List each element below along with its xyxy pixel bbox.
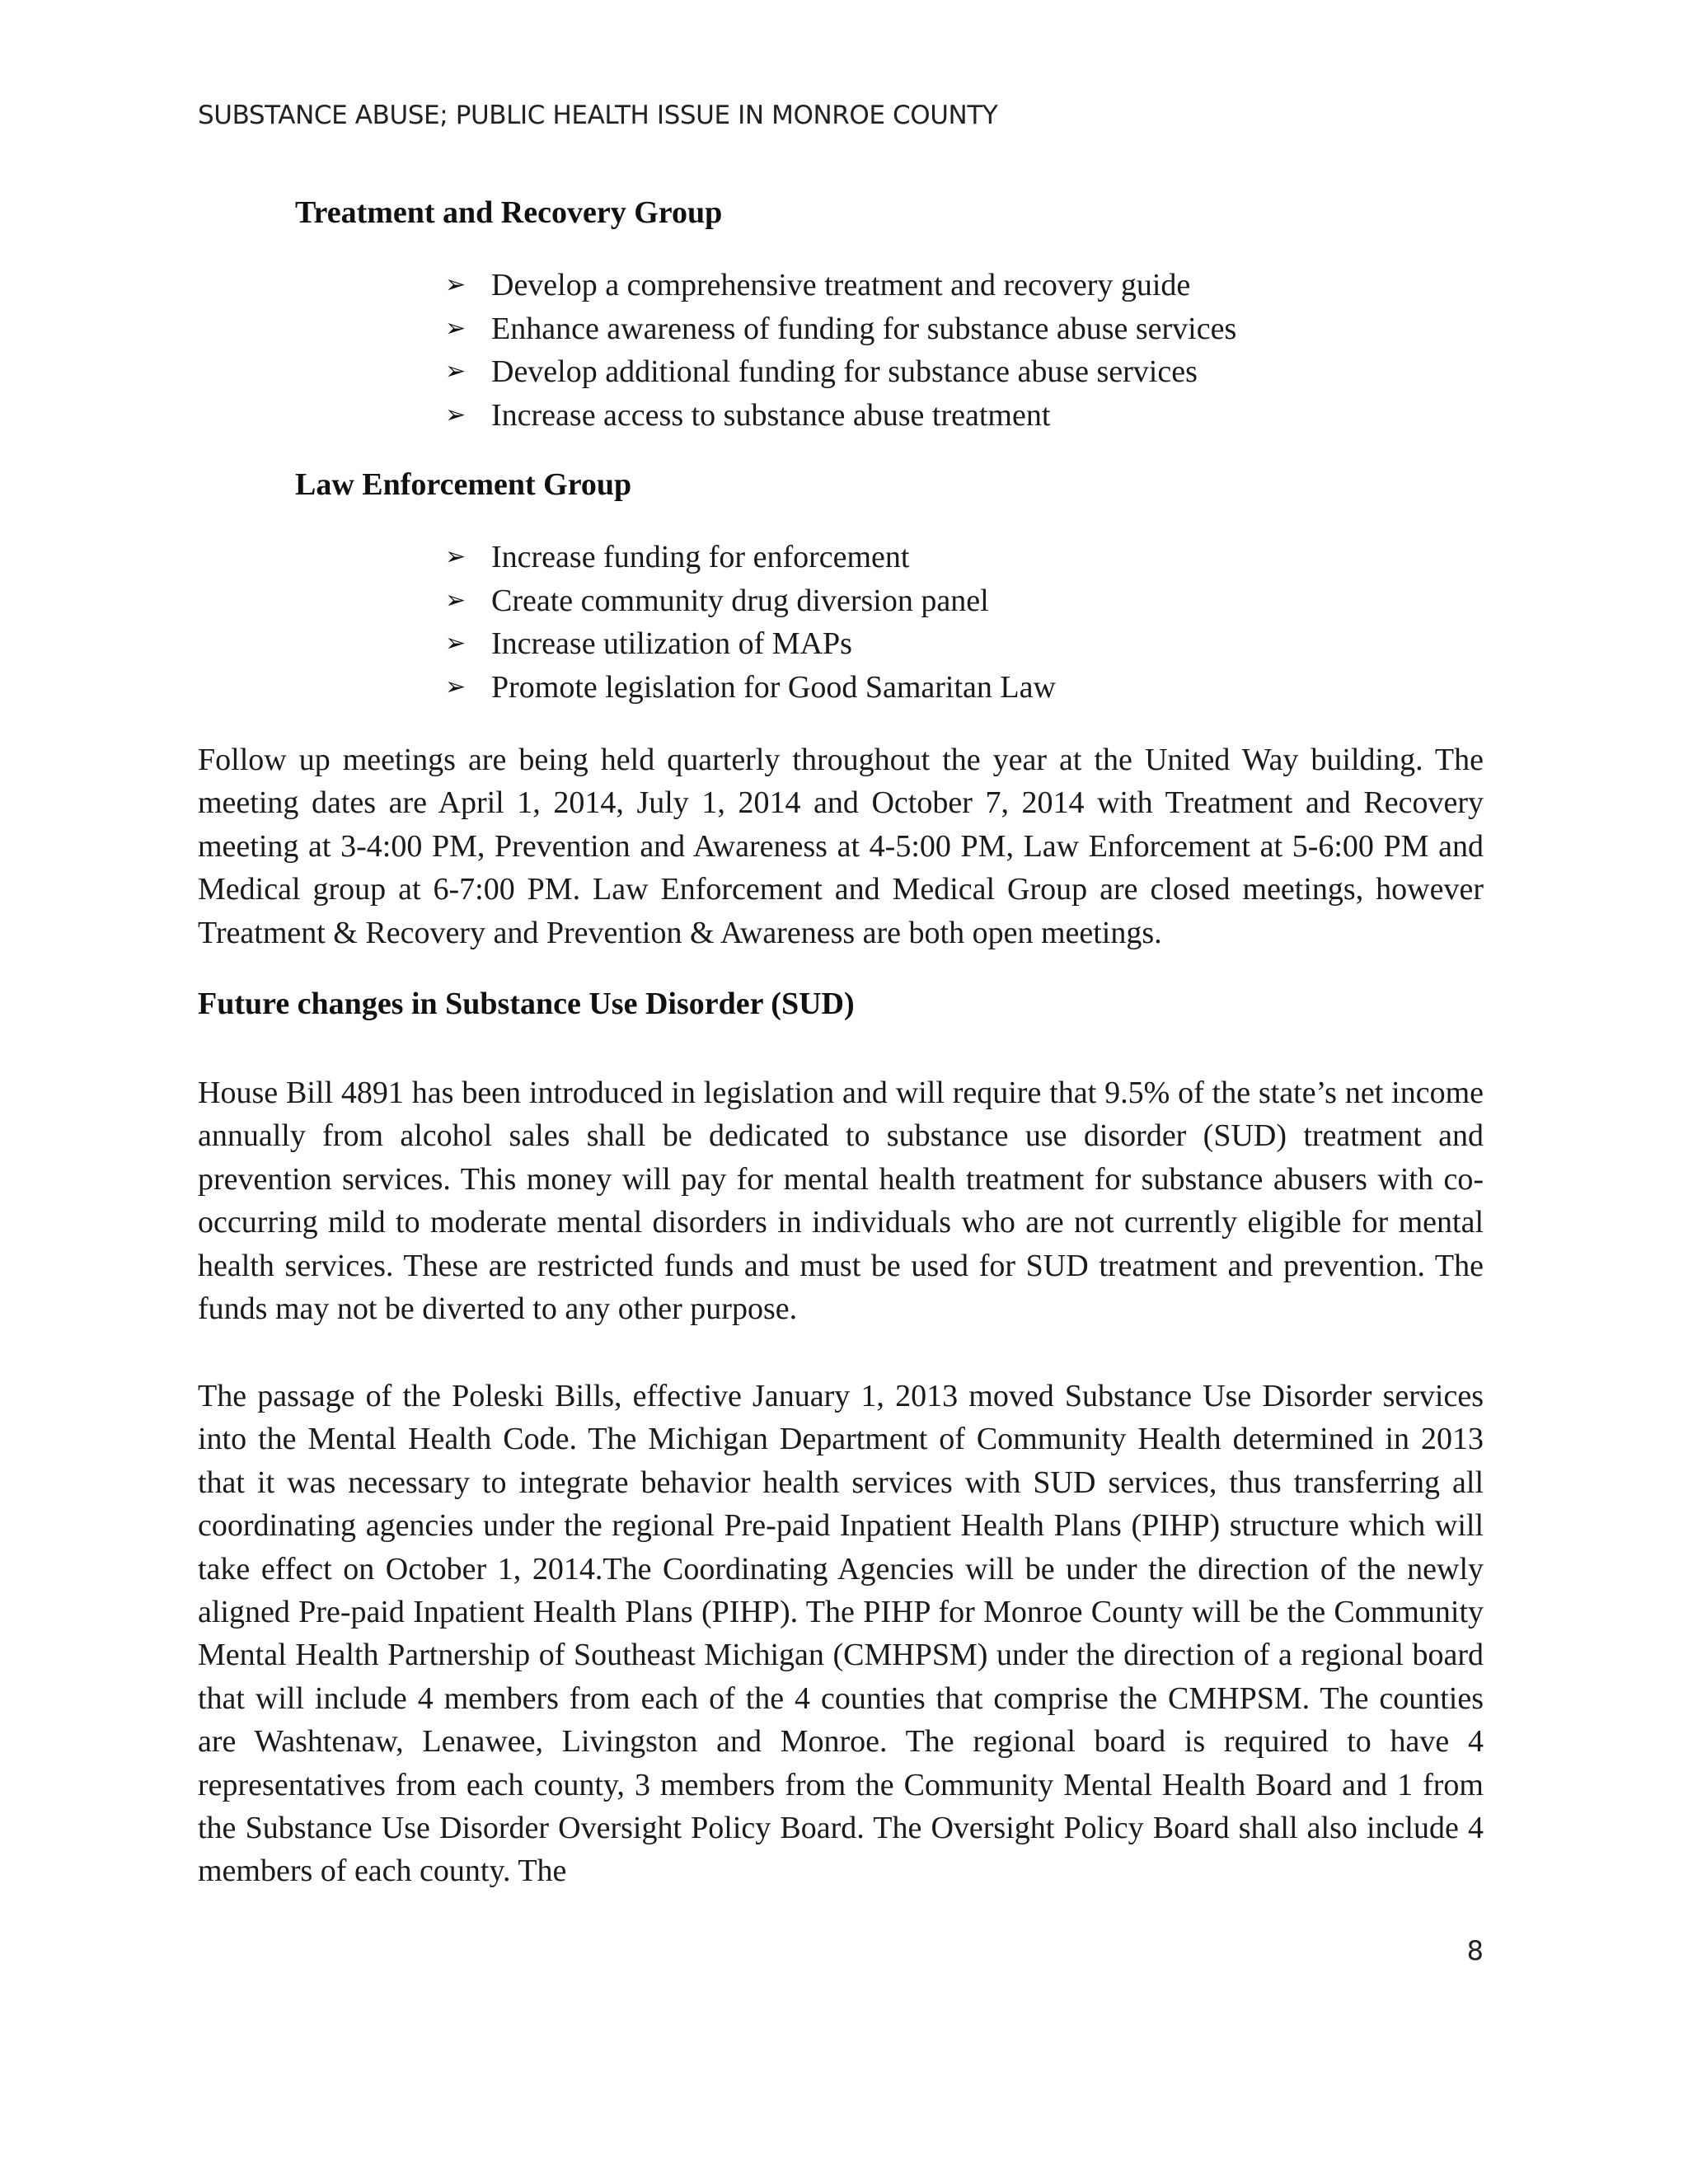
law-enforcement-bullet-list: [445, 536, 1056, 709]
bullet-text: Increase utilization of MAPs: [491, 626, 852, 661]
bullet-item: [445, 579, 1056, 623]
treatment-bullet-list: [445, 264, 1236, 437]
bullet-text: Increase funding for enforcement: [491, 540, 910, 574]
meetings-paragraph: Follow up meetings are being held quarterly throughout the year at the United Way building. The meeting dates are April 1, 2014, July 1, 2014 and October 7, 2014 with Treatment and Recovery meeting at 3-4:00 PM, Prevention and Awareness at 4-5:00 PM, Law Enforcement at 5-6:00 PM and Medical group at 6-7:00 PM. Law Enforcement and Medical Group are closed meetings, however Treatment & Recovery and Prevention & Awareness are both open meetings.: [198, 743, 1484, 950]
bullet-item: [445, 350, 1236, 394]
poleski-bills-paragraph: The passage of the Poleski Bills, effective January 1, 2013 moved Substance Use Disorder services into the Mental Health Code. The Michigan Department of Community Health determined in 2013 that it was necessary to integrate behavior health services with SUD services, thus transferring all coordinating agencies under the regional Pre-paid Inpatient Health Plans (PIHP) structure which will take effect on October 1, 2014.The Coordinating Agencies will be under the direction of the newly aligned Pre-paid Inpatient Health Plans (PIHP). The PIHP for Monroe County will be the Community Mental Health Partnership of Southeast Michigan (CMHPSM) under the direction of a regional board that will include 4 members from each of the 4 counties that comprise the CMHPSM. The counties are Washtenaw, Lenawee, Livingston and Monroe. The regional board is required to have 4 representatives from each county, 3 members from the Community Mental Health Board and 1 from the Substance Use Disorder Oversight Policy Board. The Oversight Policy Board shall also include 4 members of each county. The: [198, 1379, 1484, 1889]
bullet-item: [445, 307, 1236, 351]
group-heading-law-enforcement: Law Enforcement Group: [295, 467, 632, 502]
bullet-text: Promote legislation for Good Samaritan Law: [491, 669, 1056, 705]
bullet-item: [445, 264, 1236, 307]
bullet-text: Develop a comprehensive treatment and recovery guide: [491, 268, 1191, 302]
arrow-bullet-icon: ➢: [445, 313, 467, 343]
bullet-text: Increase access to substance abuse treatment: [491, 397, 1051, 433]
bullet-item: [445, 394, 1236, 438]
bullet-text: Enhance awareness of funding for substance abuse services: [491, 311, 1237, 346]
bullet-item: [445, 622, 1056, 666]
section-heading-sud: Future changes in Substance Use Disorder (SUD): [198, 987, 855, 1021]
page-number: 8: [1466, 1935, 1484, 1966]
arrow-bullet-icon: ➢: [445, 357, 467, 386]
house-bill-paragraph: House Bill 4891 has been introduced in legislation and will require that 9.5% of the state’s net income annually from alcohol sales shall be dedicated to substance use disorder (SUD) treatment and prevention services. This money will pay for mental health treatment for substance abusers with co-occurring mild to moderate mental disorders in individuals who are not currently eligible for mental health services. These are restricted funds and must be used for SUD treatment and prevention. The funds may not be diverted to any other purpose.: [198, 1076, 1484, 1327]
arrow-bullet-icon: ➢: [445, 542, 467, 571]
bullet-text: Develop additional funding for substance abuse services: [491, 354, 1198, 389]
running-header: SUBSTANCE ABUSE; PUBLIC HEALTH ISSUE IN MONROE COUNTY: [198, 101, 998, 130]
bullet-item: [445, 666, 1056, 710]
arrow-bullet-icon: ➢: [445, 270, 467, 299]
arrow-bullet-icon: ➢: [445, 585, 467, 615]
bullet-item: [445, 536, 1056, 579]
arrow-bullet-icon: ➢: [445, 629, 467, 658]
group-heading-treatment: Treatment and Recovery Group: [295, 195, 723, 230]
arrow-bullet-icon: ➢: [445, 672, 467, 701]
arrow-bullet-icon: ➢: [445, 400, 467, 429]
bullet-text: Create community drug diversion panel: [491, 583, 989, 618]
